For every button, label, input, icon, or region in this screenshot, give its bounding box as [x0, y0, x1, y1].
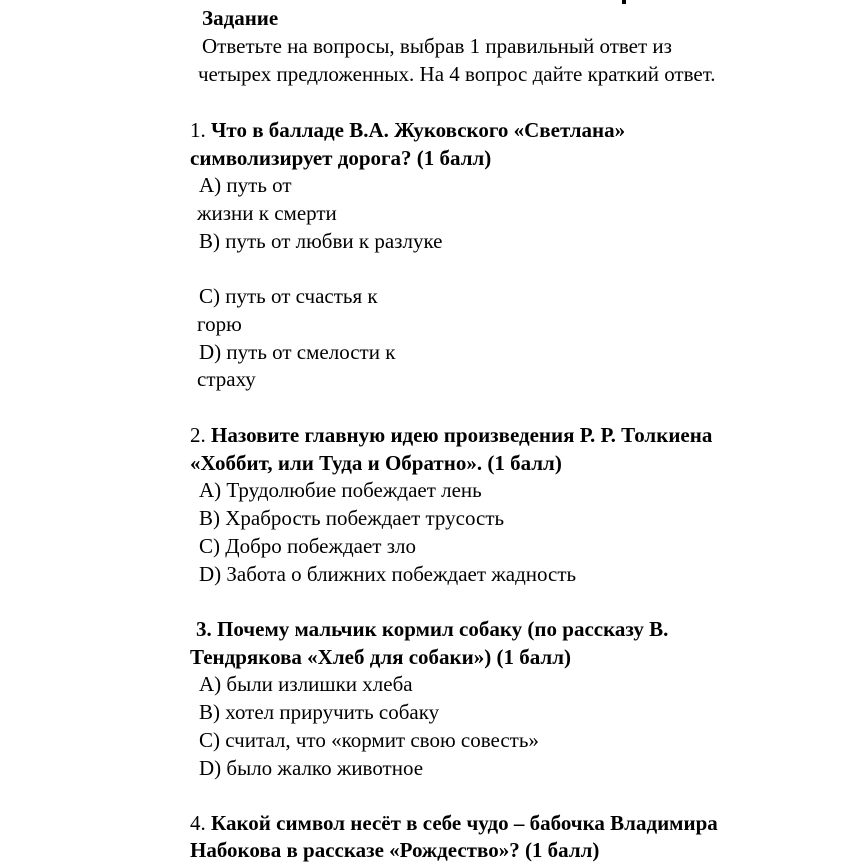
question-3-text-line-1: 3. Почему мальчик кормил собаку (по рассказу В.: [196, 617, 669, 641]
question-2-option-a: A) Трудолюбие побеждает лень: [199, 478, 482, 502]
question-1-option-b: B) путь от любви к разлуке: [199, 229, 443, 253]
question-2-option-b: B) Храбрость побеждает трусость: [199, 506, 505, 530]
question-2-heading: [190, 421, 712, 449]
question-4-heading: [190, 809, 718, 837]
question-1-option-d-line-2: страху: [197, 367, 256, 391]
instructions-line-2: четырех предложенных. На 4 вопрос дайте краткий ответ.: [198, 62, 716, 86]
question-4-text-line-2: Набокова в рассказе «Рождество»? (1 балл): [190, 838, 600, 862]
question-2-number: 2.: [190, 423, 206, 447]
question-1-heading: [190, 116, 625, 144]
task-title: Задание: [202, 6, 279, 30]
question-4-number: 4.: [190, 811, 206, 835]
question-3-option-c: C) считал, что «кормит свою совесть»: [199, 728, 539, 752]
question-4-text-line-1: Какой символ несёт в себе чудо – бабочка Владимира: [211, 811, 718, 835]
question-1-option-d-line-1: D) путь от смелости к: [199, 340, 396, 364]
question-2-text-line-1: Назовите главную идею произведения Р. Р. Толкиена: [211, 423, 713, 447]
question-1-number: 1.: [190, 118, 206, 142]
question-1-option-a-line-1: A) путь от: [199, 173, 292, 197]
question-1-text-line-1: Что в балладе В.А. Жуковского «Светлана»: [211, 118, 626, 142]
question-2-text-line-2: «Хоббит, или Туда и Обратно». (1 балл): [190, 451, 562, 475]
question-2-option-c: C) Добро побеждает зло: [199, 534, 417, 558]
question-3-option-a: A) были излишки хлеба: [199, 672, 413, 696]
instructions-line-1: Ответьте на вопросы, выбрав 1 правильный ответ из: [202, 34, 672, 58]
question-3-option-d: D) было жалко животное: [199, 756, 424, 780]
question-1-option-a-line-2: жизни к смерти: [197, 201, 337, 225]
question-1-text-line-2: символизирует дорога? (1 балл): [190, 146, 492, 170]
question-1-option-c-line-2: горю: [197, 312, 242, 336]
question-3-text-line-2: Тендрякова «Хлеб для собаки») (1 балл): [190, 645, 571, 669]
question-2-option-d: D) Забота о ближних побеждает жадность: [199, 562, 577, 586]
question-1-option-c-line-1: C) путь от счастья к: [199, 284, 378, 308]
cropped-text-fragment: [622, 0, 626, 4]
question-3-option-b: B) хотел приручить собаку: [199, 700, 440, 724]
